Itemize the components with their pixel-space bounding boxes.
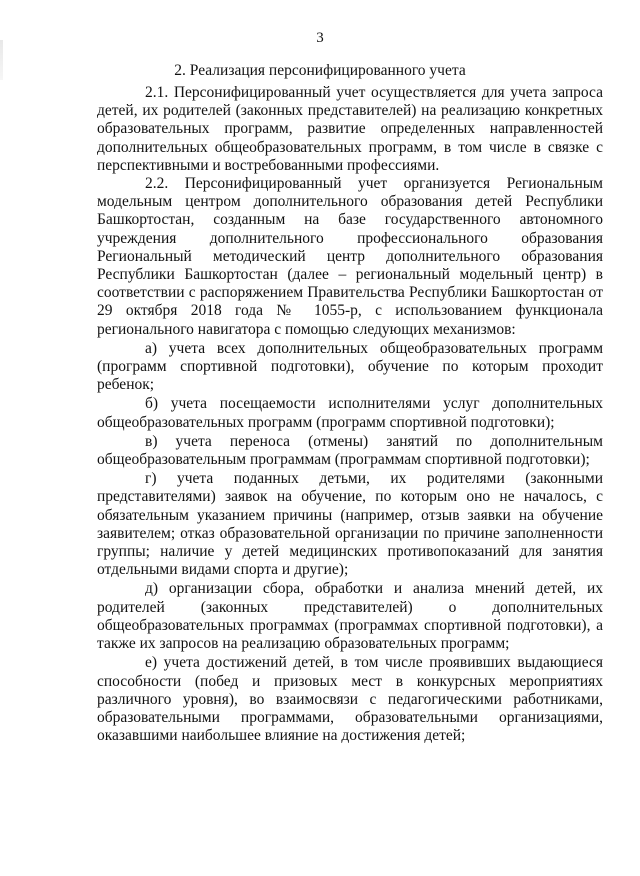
- list-item-b: б) учета посещаемости исполнителями услуг дополнительных общеобразовательных программ (программ спортивной подготовки);: [97, 395, 603, 431]
- list-item-d: д) организации сбора, обработки и анализа мнений детей, их родителей (законных представителей) о дополнительных общеобразовательных программах (программах спортивной подготовки), а также их запросов на реализацию образовательных программ;: [97, 580, 603, 653]
- paragraph-2-2: 2.2. Персонифицированный учет организуется Региональным модельным центром дополнительного образования детей Республики Башкортостан, созданным на базе государственного автономного учреждения дополнительного профессионального образования Региональный методический центр дополнительного образования Республики Башкортостан (далее – региональный модельный центр) в соответствии с распоряжением Правительства Республики Башкортостан от 29 октября 2018 года № 1055-р, с использованием функционала регионального навигатора с помощью следующих механизмов:: [97, 175, 603, 338]
- list-item-v: в) учета переноса (отмены) занятий по дополнительным общеобразовательным программам (программам спортивной подготовки);: [97, 432, 603, 469]
- paragraph-2-1: 2.1. Персонифицированный учет осуществляется для учета запроса детей, их родителей (законных представителей) на реализацию конкретных образовательных программ, развитие определенных направленностей дополнительных общеобразовательных программ, в том числе в связке с перспективными и востребованными профессиями.: [97, 84, 603, 174]
- document-body: [97, 84, 603, 745]
- section-title: 2. Реализация персонифицированного учета: [174, 62, 466, 79]
- list-item-g: г) учета поданных детьми, их родителями (законными представителями) заявок на обучение, по которым оно не началось, с обязательным указанием причины (например, отзыв заявки на обучение заявителем; отказ образовательной организации по причине заполненности группы; наличие у детей медицинских противопоказаний для занятия отдельными видами спорта и другие);: [97, 470, 603, 579]
- list-item-e: е) учета достижений детей, в том числе проявивших выдающиеся способности (побед и призовых мест в конкурсных мероприятиях различного уровня), во взаимосвязи с педагогическими работниками, образовательными программами, образовательными организациями, оказавшими наибольшее влияние на достижения детей;: [97, 654, 603, 745]
- page-number: 3: [316, 30, 324, 46]
- list-item-a: а) учета всех дополнительных общеобразовательных программ (программ спортивной подготовки), обучение по которым проходит ребенок;: [97, 339, 603, 394]
